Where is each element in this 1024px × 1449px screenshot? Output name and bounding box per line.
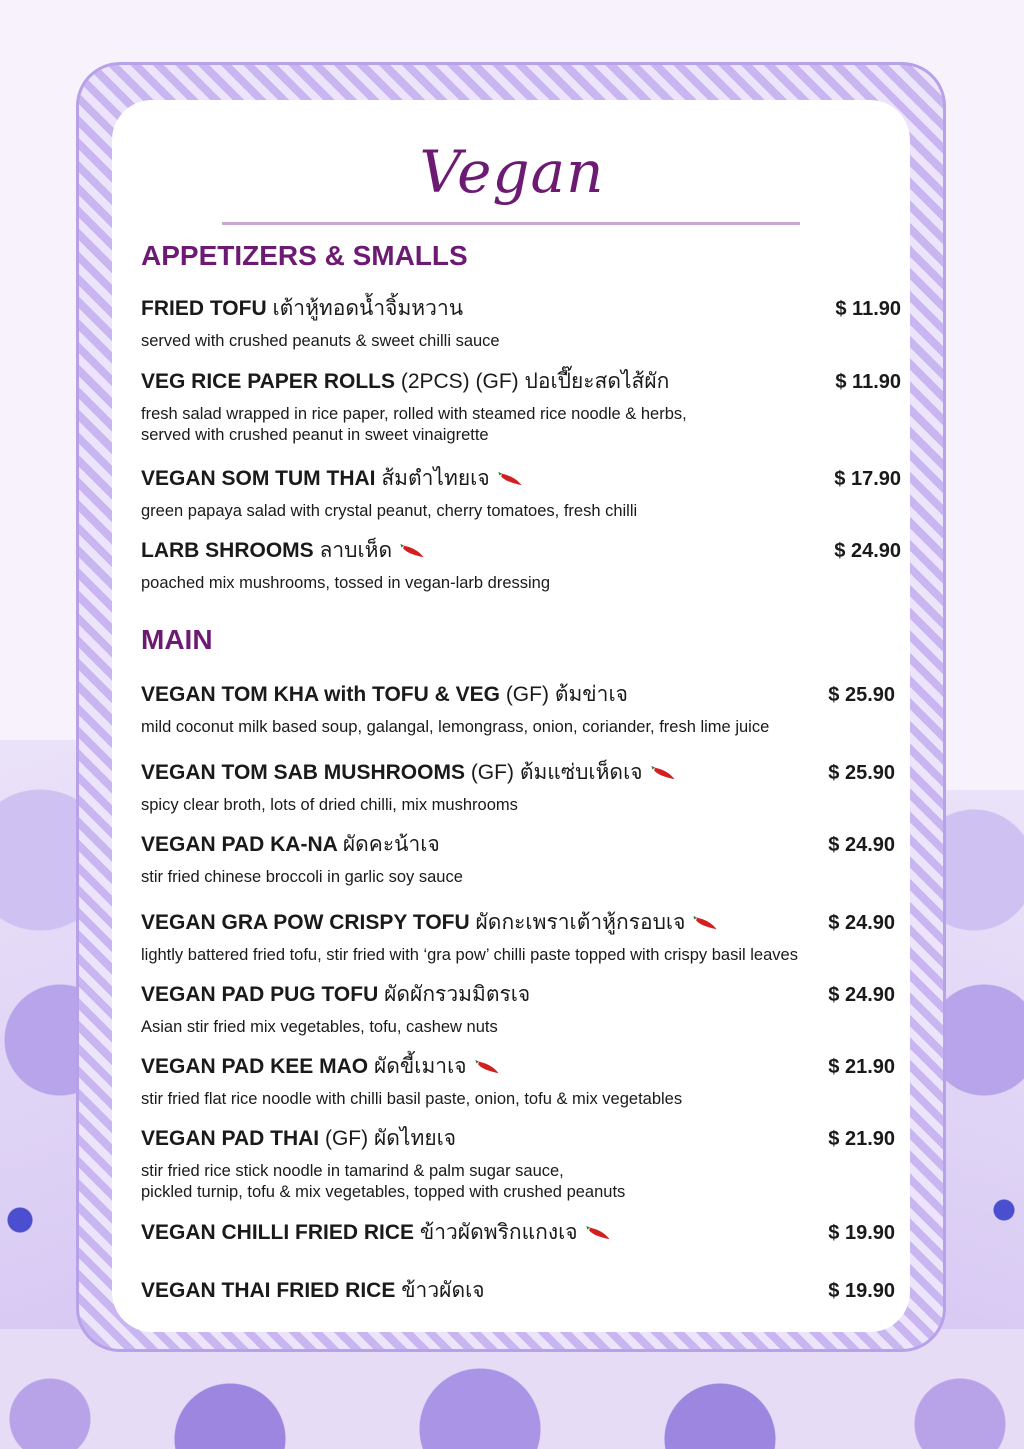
menu-item-description [141,404,901,446]
menu-item [141,978,895,1038]
menu-item-description [141,1017,895,1038]
menu-item-tag: (GF) [324,1127,369,1150]
menu-item-price: $ 21.90 [828,1056,895,1078]
menu-item-row [141,365,901,398]
menu-item-tag: (GF) [470,761,514,784]
menu-item-row [141,1122,895,1155]
menu-item-name: VEGAN TOM KHA with TOFU & VEG [141,683,500,706]
menu-item-description [141,573,901,594]
menu-item-thai-name: ข้าวผัดเจ [401,1279,485,1302]
menu-item-title [141,365,669,398]
menu-item-row [141,534,901,567]
menu-item-name: VEGAN GRA POW CRISPY TOFU [141,911,470,934]
menu-item-thai-name: ปอเปี๊ยะสดไส้ผัก [524,370,670,393]
menu-item-title [141,756,677,789]
description-line: stir fried rice stick noodle in tamarind & palm sugar sauce, [141,1162,564,1180]
menu-item-description [141,501,901,522]
menu-item-description [141,331,901,352]
description-line: served with crushed peanut in sweet vinaigrette [141,426,489,444]
menu-item-name: VEGAN CHILLI FRIED RICE [141,1221,415,1244]
menu-item-price: $ 24.90 [834,540,901,562]
menu-item-description [141,1161,895,1203]
menu-item-title [141,462,524,495]
menu-item-title [141,292,463,325]
menu-item [141,534,901,594]
menu-item-thai-name: ข้าวผัดพริกแกงเจ [419,1221,578,1244]
menu-item-title [141,906,719,939]
chili-pepper-icon [496,471,524,487]
menu-item-price: $ 25.90 [828,684,895,706]
menu-item-price: $ 24.90 [828,834,895,856]
description-line: mild coconut milk based soup, galangal, lemongrass, onion, coriander, fresh lime juice [141,718,770,736]
menu-item [141,292,901,352]
menu-item-description [141,945,895,966]
menu-item-name: VEGAN SOM TUM THAI [141,467,376,490]
description-line: lightly battered fried tofu, stir fried with ‘gra pow’ chilli paste topped with crispy basil leaves [141,946,798,964]
menu-item [141,678,895,738]
menu-item-thai-name: ผัดขี้เมาเจ [373,1055,467,1078]
menu-item-name: VEGAN PAD KA-NA [141,833,338,856]
menu-item-thai-name: ผัดคะน้าเจ [342,833,440,856]
menu-item [141,756,895,816]
menu-item-row [141,1216,895,1249]
menu-item-price: $ 19.90 [828,1222,895,1244]
menu-item-thai-name: ต้มแซ่บเห็ดเจ [519,761,643,784]
description-line: green papaya salad with crystal peanut, cherry tomatoes, fresh chilli [141,502,638,520]
menu-item [141,365,901,446]
menu-item-name: VEGAN TOM SAB MUSHROOMS [141,761,465,784]
menu-item-tag: (2PCS) (GF) [400,370,519,393]
menu-item [141,1050,895,1110]
description-line: spicy clear broth, lots of dried chilli, mix mushrooms [141,796,518,814]
menu-item-row [141,828,895,861]
chili-pepper-icon [473,1059,501,1075]
menu-item-description [141,795,895,816]
menu-item-name: LARB SHROOMS [141,539,314,562]
description-line: Asian stir fried mix vegetables, tofu, cashew nuts [141,1018,498,1036]
menu-item-title [141,828,440,861]
menu-item-price: $ 24.90 [828,984,895,1006]
menu-item-row [141,1050,895,1083]
menu-item-name: FRIED TOFU [141,297,267,320]
menu-item-title [141,1216,612,1249]
section-heading-main: MAIN [141,624,213,655]
menu-item-thai-name: ลาบเห็ด [319,539,393,562]
menu-item [141,906,895,966]
menu-item-name: VEGAN PAD THAI [141,1127,320,1150]
page-title: Vegan [419,138,605,206]
description-line: poached mix mushrooms, tossed in vegan-larb dressing [141,574,551,592]
menu-item-description [141,717,895,738]
chili-pepper-icon [691,915,719,931]
menu-item [141,462,901,522]
chili-pepper-icon [584,1225,612,1241]
title-divider [222,222,800,225]
menu-item-title [141,534,426,567]
menu-item-title [141,678,628,711]
description-line: served with crushed peanuts & sweet chilli sauce [141,332,500,350]
menu-item-price: $ 25.90 [828,762,895,784]
menu-item-row [141,978,895,1011]
description-line: stir fried flat rice noodle with chilli basil paste, onion, tofu & mix vegetables [141,1090,683,1108]
menu-item [141,1274,895,1307]
description-line: fresh salad wrapped in rice paper, rolled with steamed rice noodle & herbs, [141,405,687,423]
chili-pepper-icon [649,765,677,781]
menu-item-name: VEGAN PAD KEE MAO [141,1055,369,1078]
menu-item-description [141,867,895,888]
menu-item-description [141,1089,895,1110]
menu-item-thai-name: ผัดผักรวมมิตรเจ [384,983,531,1006]
menu-item-price: $ 24.90 [828,912,895,934]
menu-item [141,1216,895,1249]
menu-item-name: VEG RICE PAPER ROLLS [141,370,395,393]
menu-item-price: $ 11.90 [835,371,901,393]
menu-item [141,828,895,888]
menu-item-thai-name: ผัดกะเพราเต้าหู้กรอบเจ [475,911,686,934]
menu-item [141,1122,895,1203]
chili-pepper-icon [398,543,426,559]
menu-item-title [141,1274,485,1307]
menu-item-price: $ 21.90 [828,1128,895,1150]
menu-item-name: VEGAN PAD PUG TOFU [141,983,379,1006]
description-line: pickled turnip, tofu & mix vegetables, topped with crushed peanuts [141,1183,626,1201]
menu-item-price: $ 11.90 [835,298,901,320]
menu-item-price: $ 19.90 [828,1280,895,1302]
menu-item-row [141,906,895,939]
menu-item-name: VEGAN THAI FRIED RICE [141,1279,396,1302]
menu-item-row [141,756,895,789]
menu-item-title [141,978,530,1011]
menu-item-title [141,1050,501,1083]
menu-item-thai-name: เต้าหู้ทอดน้ำจิ้มหวาน [272,297,464,320]
menu-item-row [141,292,901,325]
section-heading-appetizers: APPETIZERS & SMALLS [141,240,468,271]
description-line: stir fried chinese broccoli in garlic soy sauce [141,868,463,886]
menu-item-row [141,462,901,495]
menu-item-tag: (GF) [505,683,549,706]
menu-item-price: $ 17.90 [834,468,901,490]
menu-item-thai-name: ส้มตำไทยเจ [381,467,490,490]
menu-item-title [141,1122,456,1155]
menu-item-row [141,1274,895,1307]
menu-item-thai-name: ต้มข่าเจ [554,683,628,706]
menu-item-thai-name: ผัดไทยเจ [373,1127,457,1150]
menu-item-row [141,678,895,711]
